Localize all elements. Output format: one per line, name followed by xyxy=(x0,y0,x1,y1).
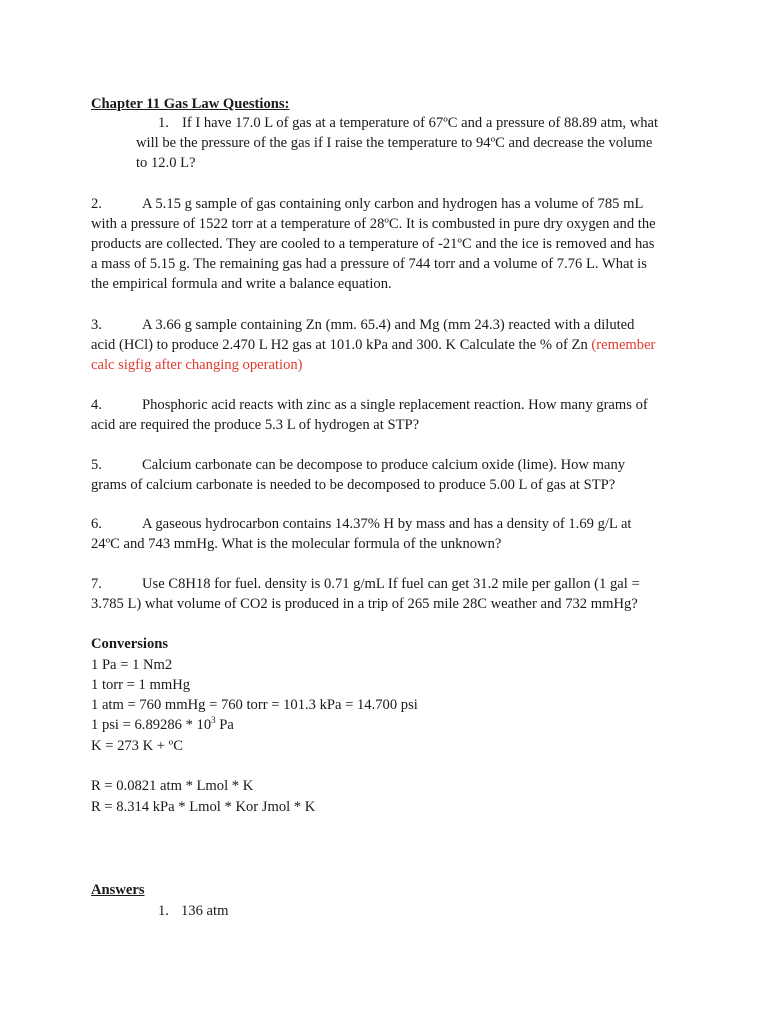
remember-note: calc sigfig after changing operation) xyxy=(91,357,303,373)
question-text-line: If I have 17.0 L of gas at a temperature of 67ºC and a pressure of 88.89 atm, what xyxy=(182,115,659,131)
question-number: 6. xyxy=(91,516,102,532)
answer-text: 136 atm xyxy=(181,903,229,919)
psi-base: 1 psi = 6.89286 * 10 xyxy=(91,717,212,733)
question-text-line: Phosphoric acid reacts with zinc as a single replacement reaction. How many grams of xyxy=(142,397,648,413)
question-text-line: A 3.66 g sample containing Zn (mm. 65.4) and Mg (mm 24.3) reacted with a diluted xyxy=(142,317,635,333)
question-text-line: 3.785 L) what volume of CO2 is produced in a trip of 265 mile 28C weather and 732 mmHg? xyxy=(91,596,638,612)
conversion-line: 1 Pa = 1 Nm2 xyxy=(91,657,173,673)
conversions-heading: Conversions xyxy=(91,636,169,652)
question-text-line: A 5.15 g sample of gas containing only carbon and hydrogen has a volume of 785 mL xyxy=(142,196,644,212)
psi-exponent: 3 xyxy=(211,715,216,725)
question-number: 4. xyxy=(91,397,102,413)
question-text-line: the empirical formula and write a balance equation. xyxy=(91,276,392,292)
question-text-line: a mass of 5.15 g. The remaining gas had a pressure of 744 torr and a volume of 7.76 L. What is xyxy=(91,256,647,272)
remember-note: (remember xyxy=(591,337,656,353)
question-number: 7. xyxy=(91,576,102,592)
question-number: 1. xyxy=(158,115,169,131)
question-number: 2. xyxy=(91,196,102,212)
question-1 xyxy=(136,113,681,173)
question-text-line: Use C8H18 for fuel. density is 0.71 g/mL If fuel can get 31.2 mile per gallon (1 gal = xyxy=(142,576,640,592)
psi-unit: Pa xyxy=(215,717,234,733)
question-text-line: A gaseous hydrocarbon contains 14.37% H by mass and has a density of 1.69 g/L at xyxy=(142,516,632,532)
question-4 xyxy=(91,395,681,435)
question-5 xyxy=(91,455,681,495)
question-text-line: Calcium carbonate can be decompose to produce calcium oxide (lime). How many xyxy=(142,457,626,473)
question-text-line: acid (HCl) to produce 2.470 L H2 gas at 101.0 kPa and 300. K Calculate the % of Zn xyxy=(91,337,592,353)
question-number: 5. xyxy=(91,457,102,473)
question-text-line: acid are required the produce 5.3 L of hydrogen at STP? xyxy=(91,417,420,433)
question-text-line: to 12.0 L? xyxy=(136,155,196,171)
answer-number: 1. xyxy=(158,903,169,919)
question-text-line: grams of calcium carbonate is needed to be decomposed to produce 5.00 L of gas at STP? xyxy=(91,477,616,493)
page-title: Chapter 11 Gas Law Questions: xyxy=(91,96,290,112)
conversion-line: 1 atm = 760 mmHg = 760 torr = 101.3 kPa = 14.700 psi xyxy=(91,697,418,713)
question-text-line: products are collected. They are cooled to a temperature of -21ºC and the ice is removed and has xyxy=(91,236,655,252)
conversion-line-psi xyxy=(91,715,234,735)
question-7 xyxy=(91,574,681,614)
question-text-line: with a pressure of 1522 torr at a temperature of 28ºC. It is combusted in pure dry oxygen and the xyxy=(91,216,656,232)
question-3 xyxy=(91,315,681,375)
answer-item xyxy=(158,901,228,921)
question-2 xyxy=(91,194,681,294)
question-number: 3. xyxy=(91,317,102,333)
gas-constant-line: R = 8.314 kPa * Lmol * Kor Jmol * K xyxy=(91,799,316,815)
question-text-line: 24ºC and 743 mmHg. What is the molecular formula of the unknown? xyxy=(91,536,502,552)
question-6 xyxy=(91,514,681,554)
conversion-line: K = 273 K + ºC xyxy=(91,738,183,754)
conversion-line: 1 torr = 1 mmHg xyxy=(91,677,191,693)
answers-heading: Answers xyxy=(91,882,145,898)
gas-constant-line: R = 0.0821 atm * Lmol * K xyxy=(91,778,254,794)
question-text-line: will be the pressure of the gas if I raise the temperature to 94ºC and decrease the volume xyxy=(136,135,653,151)
